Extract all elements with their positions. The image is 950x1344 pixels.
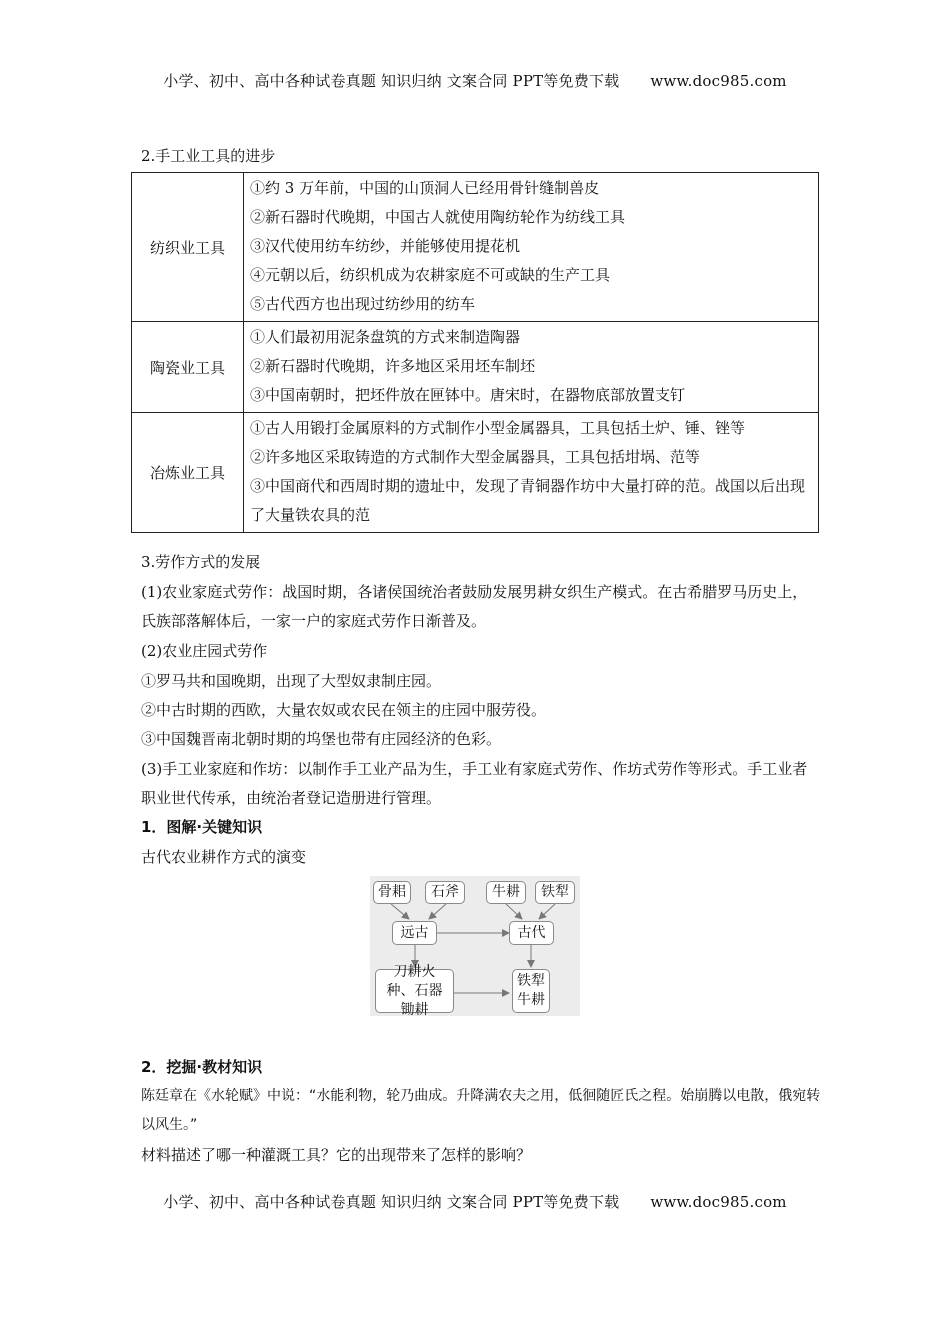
box-stone-axe: 石斧	[425, 881, 465, 904]
list-item: ④元朝以后，纺织机成为农耕家庭不可或缺的生产工具	[250, 266, 611, 284]
list-item: ⑤古代西方也出现过纺纱用的纺车	[250, 295, 476, 313]
box-iron-plow-ox: 铁犁牛耕	[512, 969, 550, 1013]
table-row	[132, 173, 819, 322]
items-cell	[244, 322, 819, 413]
list-item: ③中国魏晋南北朝时期的坞堡也带有庄园经济的色彩。	[141, 730, 502, 748]
footer-text: 小学、初中、高中各种试卷真题 知识归纳 文案合同 PPT等免费下载	[163, 1193, 620, 1211]
items-cell	[244, 413, 819, 533]
header-site[interactable]: www.doc985.com	[650, 72, 787, 90]
list-item: ③中国南朝时，把坯件放在匣钵中。唐宋时，在器物底部放置支钉	[250, 386, 686, 404]
category-textile: 纺织业工具	[132, 173, 244, 322]
quote-water-wheel: 陈廷章在《水轮赋》中说：“水能利物，轮乃曲成。升降满农夫之用，低徊随匠氏之程。始崩腾以电散，俄宛转以风生。”	[141, 1088, 821, 1133]
page-header	[0, 70, 950, 91]
box-slash-burn: 刀耕火种、石器锄耕	[375, 969, 454, 1013]
list-item: ①古人用锻打金属原料的方式制作小型金属器具，工具包括土炉、锤、锉等	[250, 419, 746, 437]
diagram-subtitle: 古代农业耕作方式的演变	[141, 848, 307, 866]
box-antiquity: 古代	[509, 921, 554, 945]
section-title-labor: 3.劳作方式的发展	[141, 553, 261, 571]
category-smelting: 冶炼业工具	[132, 413, 244, 533]
question-text: 材料描述了哪一种灌溉工具？它的出现带来了怎样的影响？	[141, 1146, 532, 1164]
list-item: ②新石器时代晚期，许多地区采用坯车制坯	[250, 357, 536, 375]
items-cell	[244, 173, 819, 322]
list-item: ①约 3 万年前，中国的山顶洞人已经用骨针缝制兽皮	[250, 179, 600, 197]
box-ox-plowing: 牛耕	[486, 881, 526, 904]
list-item: ②许多地区采取铸造的方式制作大型金属器具，工具包括坩埚、范等	[250, 448, 701, 466]
category-ceramics: 陶瓷业工具	[132, 322, 244, 413]
list-item: ①人们最初用泥条盘筑的方式来制造陶器	[250, 328, 521, 346]
section-title-tools: 2.手工业工具的进步	[141, 147, 276, 165]
list-item: ②中古时期的西欧，大量农奴或农民在领主的庄园中服劳役。	[141, 701, 547, 719]
paragraph-handicraft: (3)手工业家庭和作坊：以制作手工业产品为生，手工业有家庭式劳作、作坊式劳作等形式。手工业者职业世代传承，由统治者登记造册进行管理。	[141, 760, 808, 807]
box-iron-plow: 铁犁	[535, 881, 575, 904]
list-item: ③中国商代和西周时期的遗址中，发现了青铜器作坊中大量打碎的范。战国以后出现了大量铁农具的范	[250, 477, 806, 524]
box-bone-spade: 骨耜	[373, 881, 411, 904]
tools-table	[131, 172, 819, 533]
farming-evolution-diagram	[370, 876, 580, 1016]
part-title-diagram: 1．图解·关键知识	[141, 818, 263, 836]
list-item: ③汉代使用纺车纺纱，并能够使用提花机	[250, 237, 521, 255]
list-item: ②新石器时代晚期，中国古人就使用陶纺轮作为纺线工具	[250, 208, 626, 226]
page-footer	[0, 1191, 950, 1212]
footer-site[interactable]: www.doc985.com	[650, 1193, 787, 1211]
header-text: 小学、初中、高中各种试卷真题 知识归纳 文案合同 PPT等免费下载	[163, 72, 620, 90]
list-item: ①罗马共和国晚期，出现了大型奴隶制庄园。	[141, 672, 442, 690]
paragraph-family-farming: (1)农业家庭式劳作：战国时期，各诸侯国统治者鼓励发展男耕女织生产模式。在古希腊罗马历史上，氏族部落解体后，一家一户的家庭式劳作日渐普及。	[141, 583, 808, 630]
paragraph-manor-farming: (2)农业庄园式劳作	[141, 642, 268, 660]
table-row	[132, 322, 819, 413]
part-title-textbook: 2．挖掘·教材知识	[141, 1058, 263, 1076]
table-row	[132, 413, 819, 533]
box-ancient-times: 远古	[392, 921, 437, 945]
